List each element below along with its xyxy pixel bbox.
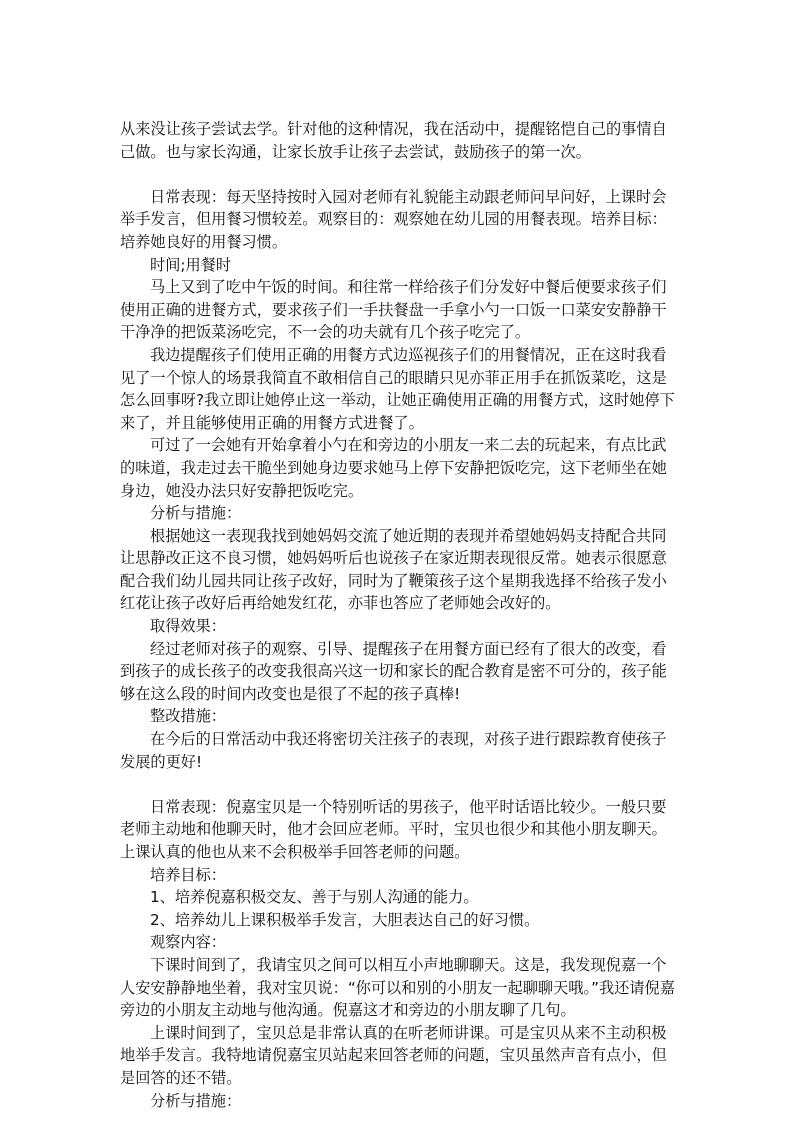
paragraph: 下课时间到了，我请宝贝之间可以相互小声地聊聊天。这是，我发现倪嘉一个人安安静静地坐着，我对宝贝说：“你可以和别的小朋友一起聊聊天哦。”我还请倪嘉旁边的小朋友主动地与他沟通。倪嘉这才和旁边的小朋友聊了几句。: [120, 955, 675, 1020]
paragraph: 根据她这一表现我找到她妈妈交流了她近期的表现并希望她妈妈支持配合共同让思静改正这不良习惯，她妈妈听后也说孩子在家近期表现很反常。她表示很愿意配合我们幼儿园共同让孩子改好，同时为了鞭策孩子这个星期我选择不给孩子发小红花让孩子改好后再给她发红花，亦菲也答应了老师她会改好的。: [120, 526, 667, 613]
paragraph-gap: [120, 773, 675, 796]
paragraph: 日常表现：每天坚持按时入园对老师有礼貌能主动跟老师问早问好，上课时会举手发言，但用餐习惯较差。观察目的：观察她在幼儿园的用餐表现。培养目标：培养她良好的用餐习惯。: [120, 187, 667, 251]
paragraph: 分析与措施：: [150, 1091, 242, 1110]
paragraph: 2、培养幼儿上课积极举手发言，大胆表达自己的好习惯。: [150, 910, 540, 929]
paragraph: 在今后的日常活动中我还将密切关注孩子的表现，对孩子进行跟踪教育使孩子发展的更好!: [120, 730, 667, 771]
paragraph: 上课时间到了，宝贝总是非常认真的在听老师讲课。可是宝贝从来不主动积极地举手发言。我特地请倪嘉宝贝站起来回答老师的问题，宝贝虽然声音有点小，但是回答的还不错。: [120, 1023, 667, 1087]
paragraph: 1、培养倪嘉积极交友、善于与别人沟通的能力。: [150, 888, 479, 907]
paragraph: 整改措施：: [150, 707, 226, 726]
paragraph: 从来没让孩子尝试去学。针对他的这种情况，我在活动中，提醒铭恺自己的事情自己做。也与家长沟通，让家长放手让孩子去尝试，鼓励孩子的第一次。: [120, 120, 667, 161]
paragraph: 经过老师对孩子的观察、引导、提醒孩子在用餐方面已经有了很大的改变，看到孩子的成长孩子的改变我很高兴这一切和家长的配合教育是密不可分的，孩子能够在这么段的时间内改变也是很了不起的孩子真棒!: [120, 639, 667, 703]
paragraph: 日常表现：倪嘉宝贝是一个特别听话的男孩子，他平时话语比较少。一般只要老师主动地和他聊天时，他才会回应老师。平时，宝贝也很少和其他小朋友聊天。上课认真的他也从来不会积极举手回答老师的问题。: [120, 797, 667, 861]
paragraph: 马上又到了吃中午饭的时间。和往常一样给孩子们分发好中餐后便要求孩子们使用正确的进餐方式，要求孩子们一手扶餐盘一手拿小勺一口饭一口菜安安静静干干净净的把饭菜汤吃完，不一会的功夫就有几个孩子吃完了。: [120, 278, 667, 342]
paragraph: 观察内容：: [150, 933, 226, 952]
paragraph-gap: [120, 163, 675, 186]
paragraph: 培养目标：: [150, 865, 226, 884]
document-body: [120, 118, 675, 1112]
paragraph: 时间;用餐时: [150, 255, 232, 274]
paragraph: 我边提醒孩子们使用正确的用餐方式边巡视孩子们的用餐情况，正在这时我看见了一个惊人的场景我简直不敢相信自己的眼睛只见亦菲正用手在抓饭菜吃，这是怎么回事呀?我立即让她停止这一举动，让她正确使用正确的用餐方式，这时她停下来了，并且能够使用正确的用餐方式进餐了。: [120, 345, 675, 432]
paragraph: 取得效果：: [150, 617, 226, 636]
paragraph: 分析与措施：: [150, 504, 242, 523]
paragraph: 可过了一会她有开始拿着小勺在和旁边的小朋友一来二去的玩起来，有点比武的味道，我走过去干脆坐到她身边要求她马上停下安静把饭吃完，这下老师坐在她身边，她没办法只好安静把饭吃完。: [120, 436, 667, 500]
